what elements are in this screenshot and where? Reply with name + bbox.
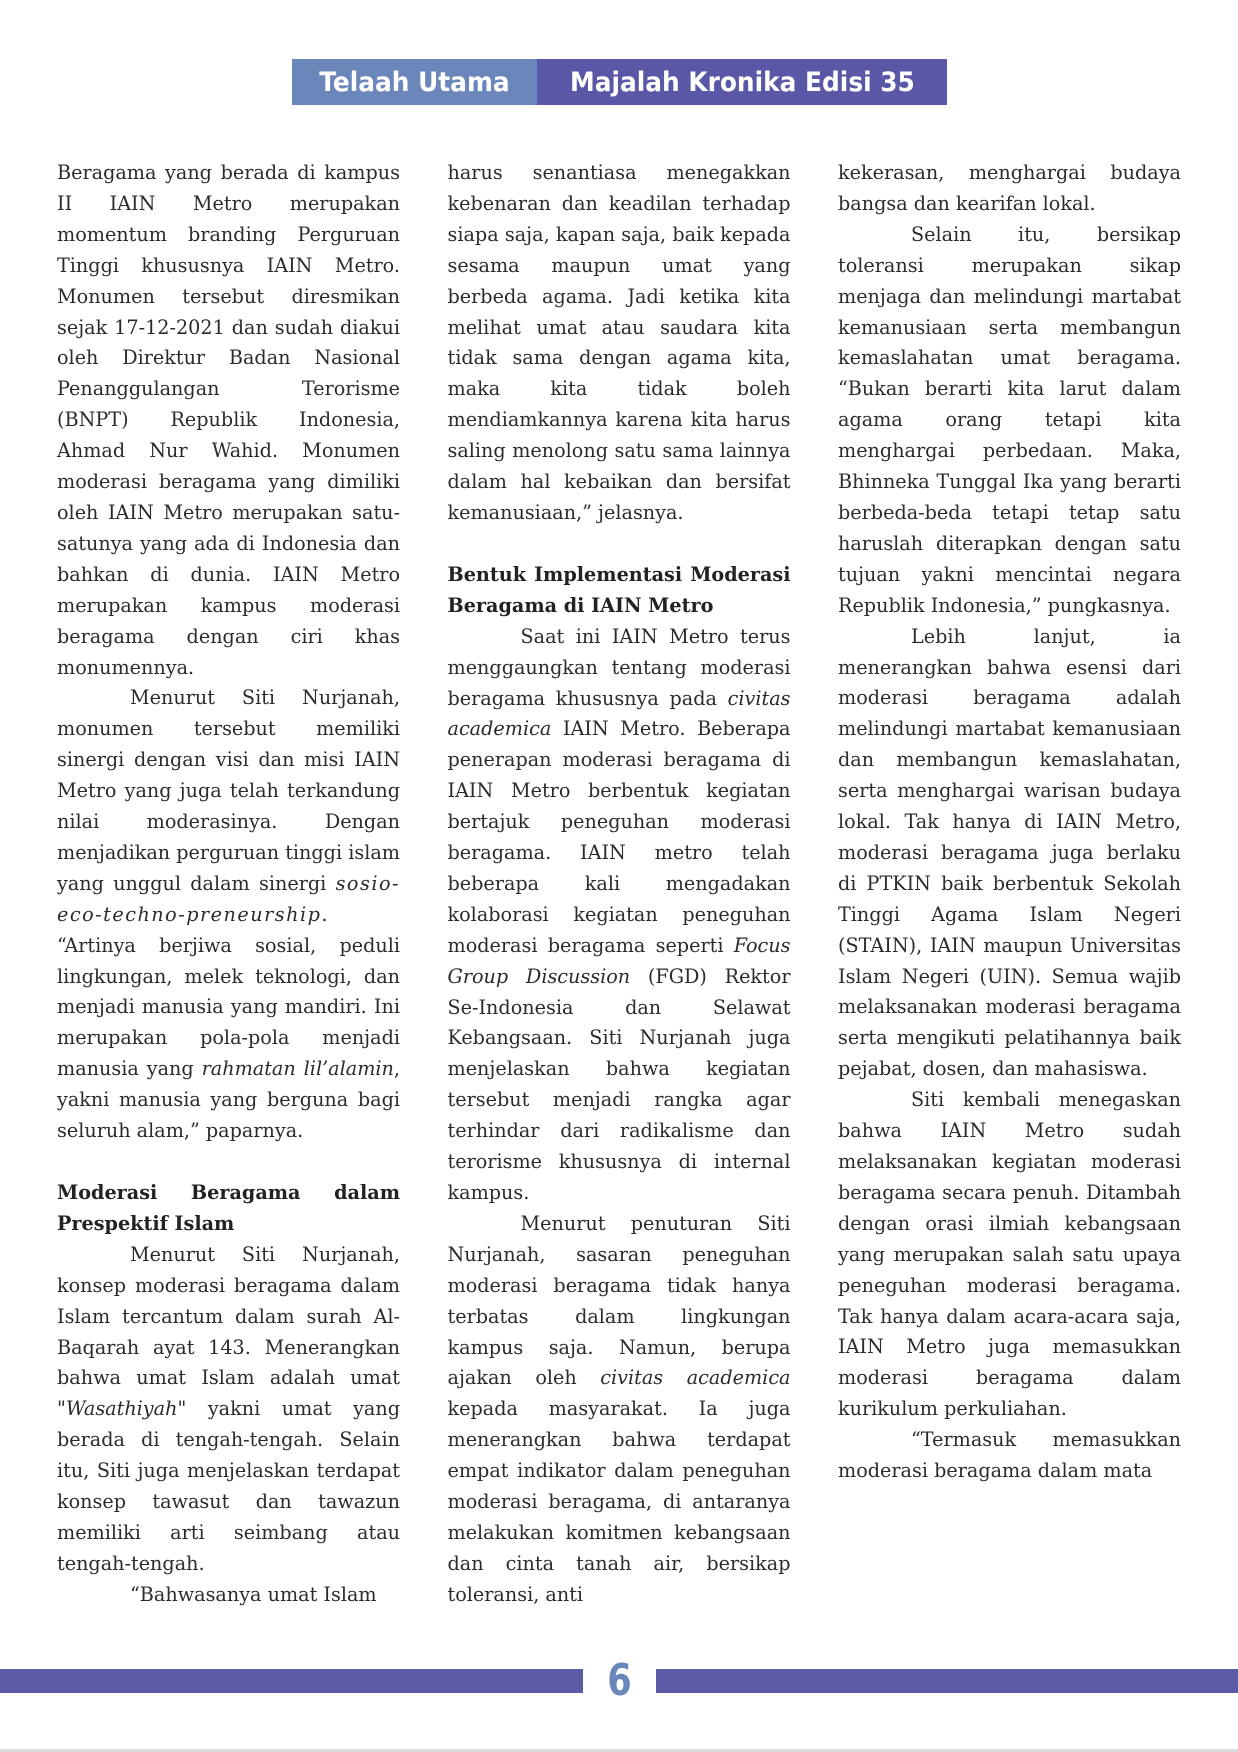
publication-label-box — [537, 59, 947, 105]
paragraph: “Bahwasanya umat Islam — [130, 1582, 377, 1606]
section-label: Telaah Utama — [319, 66, 510, 98]
footer-bar-left — [0, 1669, 583, 1693]
column-1 — [57, 158, 400, 1611]
page-number: 6 — [607, 1655, 632, 1706]
paragraph: Siti kembali menegaskan bahwa IAIN Metro sudah melaksanakan kegiatan moderasi beragama secara penuh. Ditambah dengan orasi ilmiah kebangsaan yang merupakan salah satu upaya peneguhan moderasi beragama. Tak hanya dalam acara-acara saja, IAIN Metro juga memasukkan moderasi beragama dalam kurikulum perkuliahan. — [838, 1088, 1181, 1421]
paragraph: Menurut Siti Nurjanah, konsep moderasi beragama dalam Islam tercantum dalam surah Al-Baqarah ayat 143. Menerangkan bahwa umat Islam adalah umat "Wasathiyah" yakni umat yang berada di tengah-tengah. Selain itu, Siti juga menjelaskan terdapat konsep tawasut dan tawazun memiliki arti seimbang atau tengah-tengah. — [57, 1242, 400, 1575]
spacer — [57, 1147, 400, 1178]
article-body — [57, 158, 1181, 1611]
italic-term: Focus Group Discussion — [447, 933, 791, 988]
publication-label: Majalah Kronika Edisi 35 — [569, 66, 915, 98]
paragraph: Menurut Siti Nurjanah, monumen tersebut memiliki sinergi dengan visi dan misi IAIN Metro yang juga telah terkandung nilai moderasinya. Dengan menjadikan perguruan tinggi islam yang unggul dalam sinergi sosio-eco-techno-preneurship. “Artinya berjiwa sosial, peduli lingkungan, melek teknologi, dan menjadi manusia yang mandiri. Ini merupakan pola-pola menjadi manusia yang rahmatan lil’alamin, yakni manusia yang berguna bagi seluruh alam,” paparnya. — [57, 686, 400, 1143]
paragraph: Saat ini IAIN Metro terus menggaungkan tentang moderasi beragama khususnya pada civitas academica IAIN Metro. Beberapa penerapan moderasi beragama di IAIN Metro berbentuk kegiatan bertajuk peneguhan moderasi beragama. IAIN metro telah beberapa kali mengadakan kolaborasi kegiatan peneguhan moderasi beragama seperti Focus Group Discussion (FGD) Rektor Se-Indonesia dan Selawat Kebangsaan. Siti Nurjanah juga menjelaskan bahwa kegiatan tersebut menjadi rangka agar terhindar dari radikalisme dan terorisme khususnya di internal kampus. — [447, 624, 791, 1204]
section-heading: Moderasi Beragama dalam Prespektif Islam — [57, 1181, 400, 1235]
paragraph: kekerasan, menghargai budaya bangsa dan kearifan lokal. — [838, 161, 1181, 215]
paragraph: Beragama yang berada di kampus II IAIN Metro merupakan momentum branding Perguruan Tinggi khususnya IAIN Metro. Monumen tersebut diresmikan sejak 17-12-2021 dan sudah diakui oleh Direktur Badan Nasional Penanggulangan Terorisme (BNPT) Republik Indonesia, Ahmad Nur Wahid. Monumen moderasi beragama yang dimiliki oleh IAIN Metro merupakan satu-satunya yang ada di Indonesia dan bahkan di dunia. IAIN Metro merupakan kampus moderasi beragama dengan ciri khas monumennya. — [57, 161, 400, 679]
italic-term: civitas academica — [447, 686, 791, 741]
column-3 — [838, 158, 1181, 1611]
section-heading: Bentuk Implementasi Moderasi Beragama di IAIN Metro — [447, 562, 791, 617]
paragraph: Selain itu, bersikap toleransi merupakan sikap menjaga dan melindungi martabat kemanusiaan serta membangun kemaslahatan umat beragama. “Bukan berarti kita larut dalam agama orang tetapi kita menghargai perbedaan. Maka, Bhinneka Tunggal Ika yang berarti berbeda-beda tetapi tetap satu haruslah diterapkan dengan satu tujuan yakni mencintai negara Republik Indonesia,” pungkasnya. — [838, 222, 1181, 617]
paragraph: Menurut penuturan Siti Nurjanah, sasaran peneguhan moderasi beragama tidak hanya terbatas dalam lingkungan kampus saja. Namun, berupa ajakan oleh civitas academica kepada masyarakat. Ia juga menerangkan bahwa terdapat empat indikator dalam peneguhan moderasi beragama, di antaranya melakukan komitmen kebangsaan dan cinta tanah air, bersikap toleransi, anti — [447, 1211, 791, 1606]
section-label-box — [292, 59, 537, 105]
italic-term: rahmatan lil’alamin — [201, 1057, 394, 1081]
paragraph: Lebih lanjut, ia menerangkan bahwa esensi dari moderasi beragama adalah melindungi martabat kemanusiaan dan membangun kemaslahatan, serta menghargai warisan budaya lokal. Tak hanya di IAIN Metro, moderasi beragama juga berlaku di PTKIN baik berbentuk Sekolah Tinggi Agama Islam Negeri (STAIN), IAIN maupun Universitas Islam Negeri (UIN). Semua wajib melaksanakan moderasi beragama serta mengikuti pelatihannya baik pejabat, dosen, dan mahasiswa. — [838, 624, 1181, 1081]
paragraph: harus senantiasa menegakkan kebenaran dan keadilan terhadap siapa saja, kapan saja, baik kepada sesama maupun umat yang berbeda agama. Jadi ketika kita melihat umat atau saudara kita tidak sama dengan agama kita, maka kita tidak boleh mendiamkannya karena kita harus saling menolong satu sama lainnya dalam hal kebaikan dan bersifat kemanusiaan,” jelasnya. — [447, 161, 791, 524]
spacer — [448, 529, 791, 560]
column-2 — [448, 158, 791, 1611]
italic-term: Wasathiyah — [65, 1397, 178, 1421]
italic-term: sosio-eco-techno-preneurship — [57, 871, 400, 926]
running-header — [292, 59, 947, 105]
footer-bar-right — [656, 1669, 1238, 1693]
italic-term: civitas academica — [600, 1366, 791, 1390]
paragraph: “Termasuk memasukkan moderasi beragama dalam mata — [838, 1428, 1181, 1483]
